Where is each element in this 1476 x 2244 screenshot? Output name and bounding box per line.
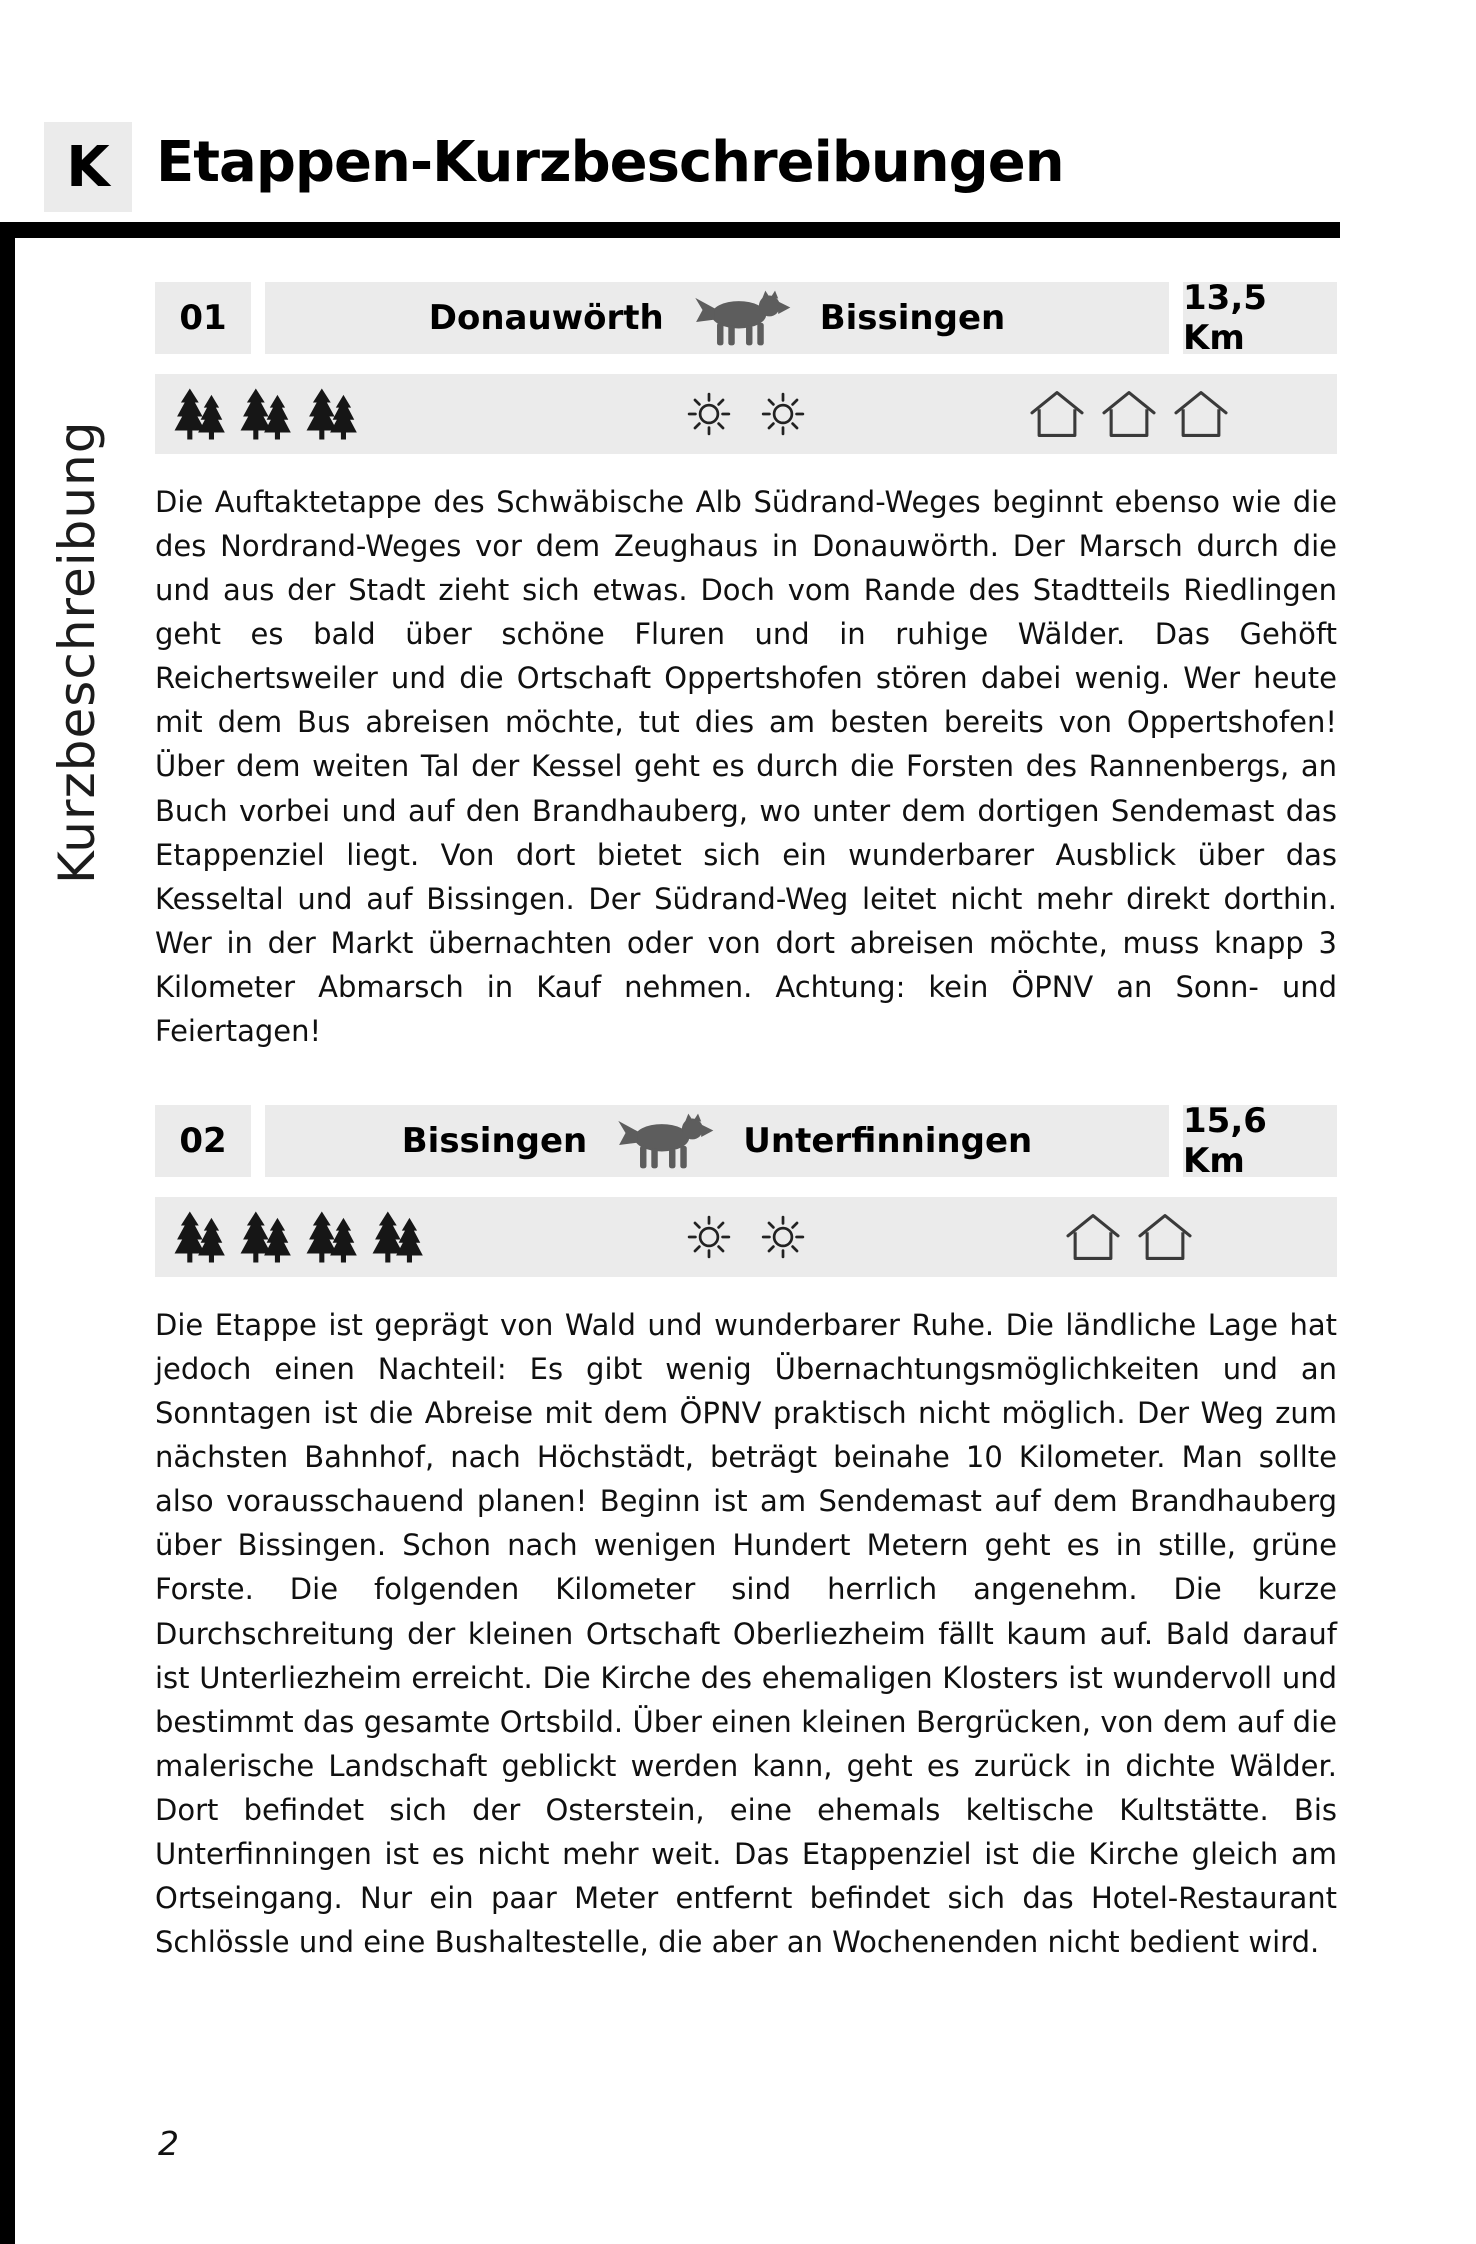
stage-end-town: Unterfinningen bbox=[743, 1121, 1033, 1162]
house-icon bbox=[1100, 389, 1158, 439]
tree-pair-icon bbox=[171, 1209, 229, 1265]
stage-header bbox=[155, 1101, 1337, 1182]
stage-number: 01 bbox=[155, 282, 251, 354]
forest-rating bbox=[171, 1209, 554, 1265]
stage-end-town: Bissingen bbox=[819, 298, 1006, 338]
sun-rating bbox=[554, 1214, 937, 1260]
stage-header bbox=[155, 278, 1337, 358]
stage-start-town: Donauwörth bbox=[428, 298, 664, 338]
stage-description: Die Auftaktetappe des Schwäbische Alb Südrand-Weges beginnt ebenso wie die des Nordrand-Weges vor dem Zeughaus in Donauwörth. Der Marsch durch die und aus der Stadt zieht sich etwas. Doch vom Rande des Stadtteils Riedlingen geht es bald über schöne Fluren und in ruhige Wälder. Das Gehöft Reichertsweiler und die Ortschaft Oppertshofen stören dabei wenig. Wer heute mit dem Bus abreisen möchte, tut dies am besten bereits von Oppertshofen! Über dem weiten Tal der Kessel geht es durch die Forsten des Rannenbergs, an Buch vorbei und auf den Brandhauberg, wo unter dem dortigen Sendemast das Etappenziel liegt. Von dort bietet sich ein wunderbarer Ausblick über das Kesseltal und auf Bissingen. Der Südrand-Weg leitet nicht mehr direkt dorthin. Wer in der Markt übernachten oder von dort abreisen möchte, muss knapp 3 Kilometer Abmarsch in Kauf nehmen. Achtung: kein ÖPNV an Sonn- und Feiertagen! bbox=[155, 485, 1337, 1048]
tree-pair-icon bbox=[303, 1209, 361, 1265]
stage-description: Die Etappe ist geprägt von Wald und wunderbarer Ruhe. Die ländliche Lage hat jedoch einen Nachteil: Es gibt wenig Übernachtungsmöglichkeiten und an Sonntagen ist die Abreise mit dem ÖPNV praktisch nicht möglich. Der Weg zum nächsten Bahnhof, nach Höchstädt, beträgt beinahe 10 Kilometer. Man sollte also vorausschauend planen! Beginn ist am Sendemast auf dem Brandhauberg über Bissingen. Schon nach wenigen Hundert Metern geht es in stille, grüne Forste. Die folgenden Kilometer sind herrlich angenehm. Die kurze Durchschreitung der kleinen Ortschaft Oberliezheim fällt kaum auf. Bald darauf ist Unterliezheim erreicht. Die Kirche des ehemaligen Klosters ist wundervoll und bestimmt das gesamte Ortsbild. Über einen kleinen Bergrücken, von dem auf die malerische Landschaft geblickt werden kann, geht es zurück in dichte Wälder. Dort befindet sich der Osterstein, eine ehemals keltische Kultstätte. Bis Unterfinningen ist es nicht mehr weit. Das Etappenziel ist die Kirche gleich am Ortseingang. Nur ein paar Meter entfernt befindet sich das Hotel-Restaurant Schlössle und eine Bushaltestelle, die aber an Wochenenden nicht bedient wird. bbox=[155, 1308, 1337, 1960]
stage-section-01 bbox=[155, 278, 1337, 1053]
chapter-letter: K bbox=[66, 134, 110, 200]
tree-pair-icon bbox=[303, 386, 361, 442]
sidebar-vertical-label: Kurzbeschreibung bbox=[48, 420, 106, 884]
tree-pair-icon bbox=[237, 1209, 295, 1265]
stage-route bbox=[265, 1105, 1169, 1177]
header-rule bbox=[0, 222, 1340, 238]
house-icon bbox=[1028, 389, 1086, 439]
sun-icon bbox=[686, 391, 732, 437]
stage-start-town: Bissingen bbox=[401, 1121, 588, 1162]
tree-pair-icon bbox=[237, 386, 295, 442]
stage-distance: 15,6 Km bbox=[1183, 1105, 1337, 1177]
stage-section-02 bbox=[155, 1101, 1337, 1964]
stage-distance: 13,5 Km bbox=[1183, 282, 1337, 354]
stage-number: 02 bbox=[155, 1105, 251, 1177]
stage-route bbox=[265, 282, 1169, 354]
stage-rating-row bbox=[155, 374, 1337, 454]
lodging-rating bbox=[938, 389, 1321, 439]
page-title: Etappen-Kurzbeschreibungen bbox=[156, 130, 1064, 195]
chapter-tab bbox=[44, 122, 132, 212]
house-icon bbox=[1172, 389, 1230, 439]
sun-icon bbox=[686, 1214, 732, 1260]
trail-animal-icon bbox=[690, 289, 794, 347]
forest-rating bbox=[171, 386, 554, 442]
content-column bbox=[155, 278, 1337, 1964]
sun-icon bbox=[760, 1214, 806, 1260]
left-edge-bar bbox=[0, 238, 15, 2244]
trail-animal-icon bbox=[613, 1112, 717, 1170]
stage-rating-row bbox=[155, 1197, 1337, 1277]
sun-rating bbox=[554, 391, 937, 437]
sun-icon bbox=[760, 391, 806, 437]
tree-pair-icon bbox=[369, 1209, 427, 1265]
house-icon bbox=[1136, 1212, 1194, 1262]
page-number: 2 bbox=[158, 2124, 179, 2163]
house-icon bbox=[1064, 1212, 1122, 1262]
lodging-rating bbox=[938, 1212, 1321, 1262]
tree-pair-icon bbox=[171, 386, 229, 442]
